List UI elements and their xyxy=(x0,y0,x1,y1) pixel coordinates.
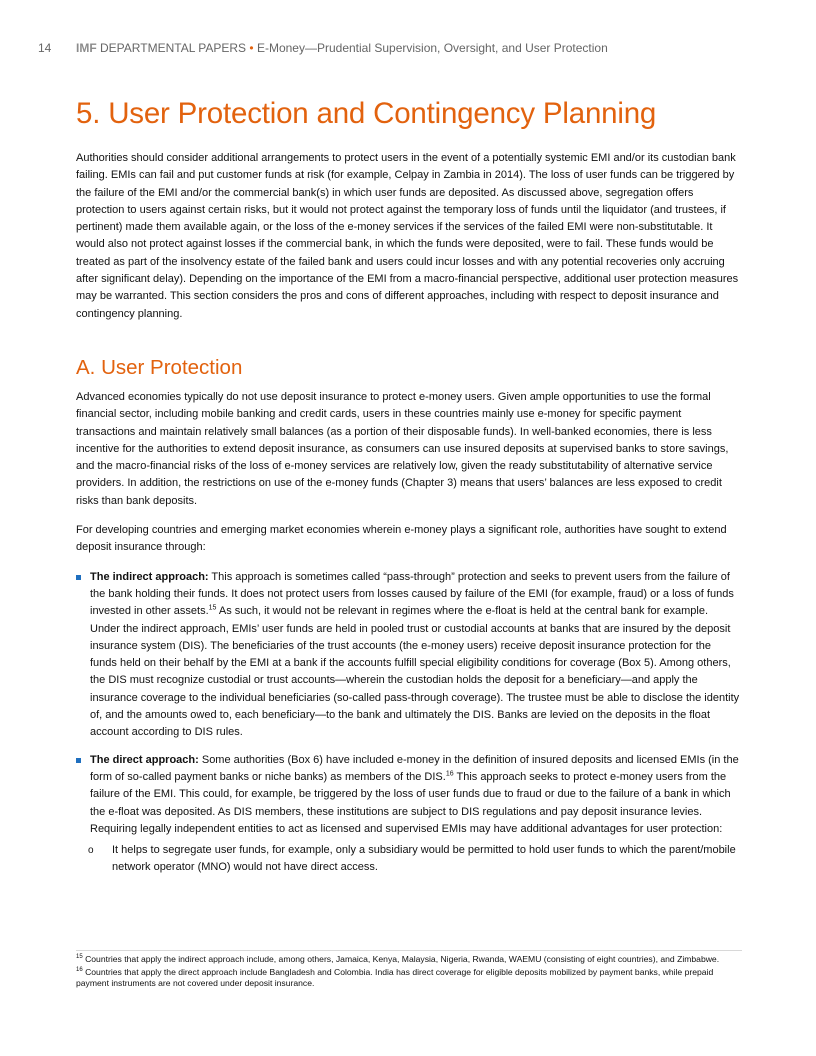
footnote-text: Countries that apply the direct approach include Bangladesh and Colombia. India has direct coverage for eligible deposits mobilized by payment banks, while prepaid payment instruments are not covered under deposit insurance. xyxy=(76,966,714,989)
footnote-ref-16: 16 xyxy=(445,770,454,778)
square-bullet-icon xyxy=(76,575,81,580)
sub-list xyxy=(90,842,740,877)
circle-bullet-icon: o xyxy=(88,845,94,857)
list-item-direct-approach xyxy=(76,752,740,877)
footnote-ref-15: 15 xyxy=(208,604,217,612)
section-intro-paragraph: Authorities should consider additional arrangements to protect users in the event of a potentially systemic EMI and/or its custodian bank failing. EMIs can fail and put customer funds at risk (for example, Celpay in Zambia in 2014). The loss of user funds can be triggered by the failure of the EMI and/or the commercial bank(s) in which user funds are deposited. As discussed above, segregation offers protection to users against certain risks, but it would not protect against the temporary loss of funds until the liquidator (and trustees, if pertinent) made them available again, or the loss of the e-money services if the services of the failed EMI were non-substitutable. It would also not protect against losses if the commercial bank, in which the funds were deposited, were to fail. These funds would be treated as part of the insolvency estate of the failed bank and users could incur losses and with any potential recoveries only accruing after significant delay). Depending on the importance of the EMI from a macro-financial perspective, additional user protection measures may be warranted. This section considers the pros and cons of different approaches, including with respect to deposit insurance and contingency planning. xyxy=(76,152,739,320)
bullet-label: The direct approach: xyxy=(90,753,199,766)
bullet-text: This approach seeks to protect e-money users from the failure of the EMI. This could, for example, be triggered by the loss of user funds due to fraud or due to the failure of a bank in which the e-float was deposited. As DIS members, these institutions are subject to DIS regulations and pay deposit insurance levies. Requiring legally independent entities to act as licensed and supervised EMIs may have additional advantages for user protection: xyxy=(90,770,731,835)
bullet-text: This approach is sometimes called “pass-through” protection and seeks to prevent users from the failure of the bank holding their funds. It does not protect users from losses caused by failure of the EMI (for example, fraud) or a loss of funds invested in other assets. xyxy=(90,570,734,618)
subsection-title: A. User Protection xyxy=(76,355,243,379)
footnote-15 xyxy=(76,954,742,966)
list-item-indirect-approach xyxy=(76,569,740,742)
footnote-text: Countries that apply the indirect approach include, among others, Jamaica, Kenya, Malaysia, Nigeria, Rwanda, WAEMU (consisting of eight countries), and Zimbabwe. xyxy=(82,954,720,964)
page-number: 14 xyxy=(38,41,52,55)
sub-list-text: It helps to segregate user funds, for example, only a subsidiary would be permitted to hold user funds to which the parent/mobile network operator (MNO) would not have direct access. xyxy=(112,844,736,874)
square-bullet-icon xyxy=(76,758,81,763)
section-title: 5. User Protection and Contingency Planning xyxy=(76,97,657,130)
page-body xyxy=(76,94,740,887)
header-separator: • xyxy=(249,41,254,55)
paper-title: E-Money—Prudential Supervision, Oversight, and User Protection xyxy=(256,41,608,55)
approach-list xyxy=(76,569,740,877)
footnote-number: 15 xyxy=(76,954,83,961)
footnote-number: 16 xyxy=(76,966,83,973)
running-header xyxy=(38,41,608,55)
footnotes xyxy=(76,950,742,991)
bullet-text: Some authorities (Box 6) have included e-money in the definition of insured deposits and licensed EMIs (in the form of so-called payment banks or niche banks) as members of the DIS. xyxy=(90,753,739,783)
publisher-name: IMF xyxy=(76,41,97,55)
bullet-text: As such, it would not be relevant in regimes where the e-float is held at the central bank for example. Under the indirect approach, EMIs’ user funds are held in pooled trust or custodial accounts at banks that are insured by the deposit insurance system (DIS). The beneficiaries of the trust accounts (the e-money users) receive deposit insurance protection for the funds held on their behalf by the EMI at a bank if the accounts fulfill special eligibility conditions for coverage (Box 5). Among others, the DIS must recognize custodial or trust accounts—wherein the custodian holds the deposit for a beneficiary—and apply the insurance coverage to the individual beneficiaries (so-called pass-through coverage). The trustee must be able to disclose the identity of, and the amounts owed to, each beneficiary—to the bank and ultimately the DIS. Banks are levied on the deposits in the float account according to DIS rules. xyxy=(90,605,740,739)
paragraph-developing-countries: For developing countries and emerging market economies wherein e-money plays a significant role, authorities have sought to extend deposit insurance through: xyxy=(76,524,727,554)
bullet-label: The indirect approach: xyxy=(90,570,209,583)
sub-list-item xyxy=(90,842,740,877)
footnote-16 xyxy=(76,967,742,990)
series-name: DEPARTMENTAL PAPERS xyxy=(100,41,247,55)
paragraph-advanced-economies: Advanced economies typically do not use deposit insurance to protect e-money users. Given ample opportunities to use the formal financial sector, including mobile banking and credit cards, users in these countries mainly use e-money for specific payment transactions and maintain relatively small balances (as a portion of their disposable funds). In well-banked economies, there is less incentive for the authorities to extend deposit insurance, as consumers can use insured deposits at supervised banks to store savings, and the macro-financial risks of the loss of e-money services are relatively low, given the ready substitutability of alternative service providers. In addition, the restrictions on use of the e-money funds (Chapter 3) means that users’ balances are less exposed to credit risks than bank deposits. xyxy=(76,390,729,507)
